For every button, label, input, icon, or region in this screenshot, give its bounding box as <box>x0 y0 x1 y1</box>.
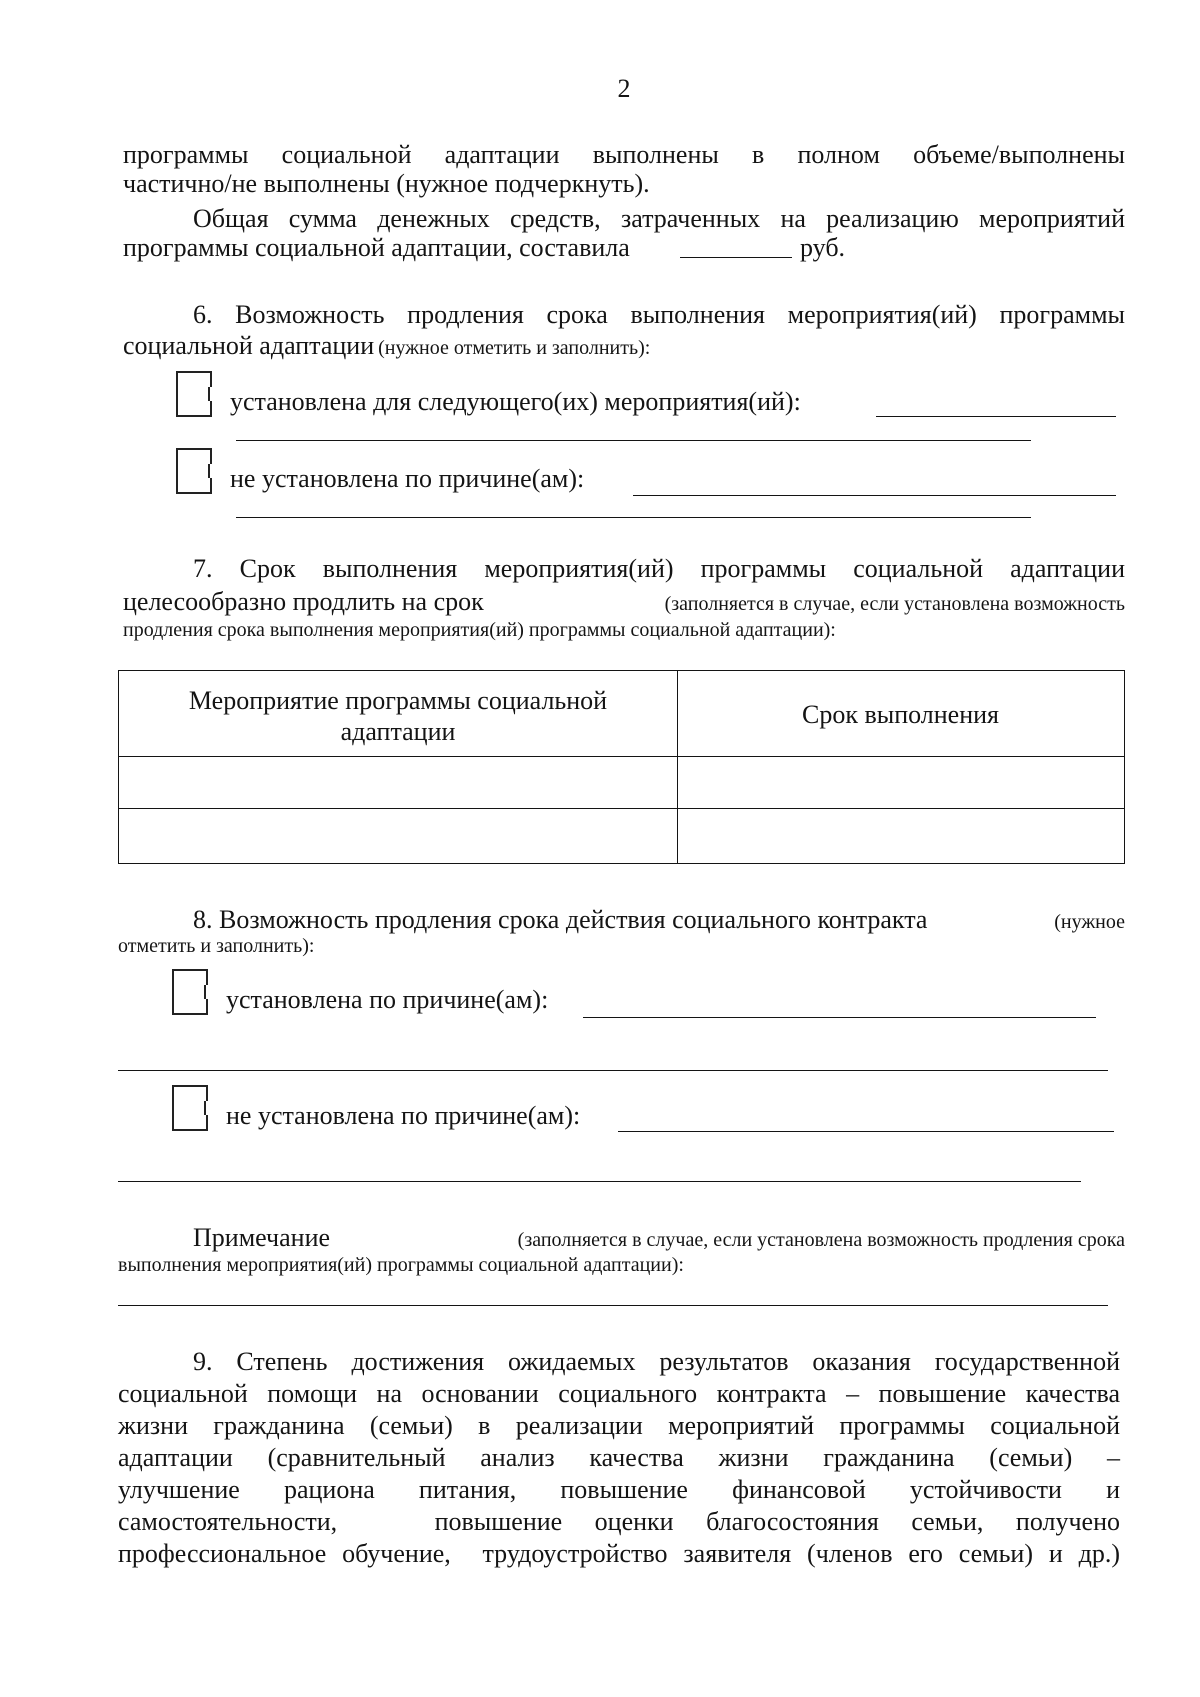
section6-option1-input-line[interactable] <box>876 416 1116 417</box>
section8-line-2-note: отметить и заполнить): <box>118 935 315 957</box>
note-line-1 <box>193 1222 1125 1253</box>
section7-line-2-text: целесообразно продлить на срок <box>123 587 484 616</box>
section9-line-2: социальной помощи на основании социального контракта – повышение качества <box>118 1379 1120 1408</box>
intro-line-1: программы социальной адаптации выполнены в полном объеме/выполнены <box>123 140 1125 169</box>
table-row-2-cell-2[interactable] <box>679 809 1124 863</box>
section9-line-1: 9. Степень достижения ожидаемых результатов оказания государственной <box>193 1347 1120 1376</box>
section9-line-3: жизни гражданина (семьи) в реализации мероприятий программы социальной <box>118 1411 1120 1440</box>
table-header-col1-line1: Мероприятие программы социальной <box>188 686 608 715</box>
section8-line-1-text: 8. Возможность продления срока действия социального контракта <box>193 905 928 934</box>
intro-line-4-suffix: руб. <box>800 233 846 262</box>
section8-option2-checkbox[interactable] <box>172 1085 206 1131</box>
table-header-col1 <box>119 685 677 747</box>
section6-option2-checkbox[interactable] <box>176 448 210 494</box>
section7-line-2 <box>123 586 1125 617</box>
intro-line-3: Общая сумма денежных средств, затраченных на реализацию мероприятий <box>193 204 1125 233</box>
section9-line-7: профессиональное обучение, трудоустройство заявителя (членов его семьи) и др.) <box>118 1539 1120 1568</box>
section8-option1-checkbox[interactable] <box>172 969 206 1015</box>
section9-line-5: улучшение рациона питания, повышение финансовой устойчивости и <box>118 1475 1120 1504</box>
section8-option2-input-line[interactable] <box>618 1131 1114 1132</box>
note-input-line[interactable] <box>118 1305 1108 1306</box>
section6-option2-label: не установлена по причине(ам): <box>230 464 585 493</box>
table-row-2-cell-1[interactable] <box>119 809 677 863</box>
section6-option2-input-line-2[interactable] <box>236 517 1031 518</box>
section8-option2-input-line-2[interactable] <box>118 1181 1081 1182</box>
section8-option2-label: не установлена по причине(ам): <box>226 1101 581 1130</box>
section6-line-1: 6. Возможность продления срока выполнения мероприятия(ий) программы <box>193 300 1125 329</box>
extension-table <box>118 670 1125 864</box>
section6-line-2-text: социальной адаптации <box>123 331 375 360</box>
section6-option2-input-line[interactable] <box>633 495 1116 496</box>
section7-line-3-note: продления срока выполнения мероприятия(ий) программы социальной адаптации): <box>123 619 836 641</box>
section6-line-2 <box>123 330 1125 361</box>
note-line-2-note: выполнения мероприятия(ий) программы социальной адаптации): <box>118 1254 684 1276</box>
section8-option1-label: установлена по причине(ам): <box>226 985 549 1014</box>
note-title: Примечание <box>193 1223 331 1252</box>
section8-line-1-note: (нужное <box>1054 911 1125 933</box>
table-header-col1-line2: адаптации <box>340 717 456 746</box>
sum-input-line[interactable] <box>680 257 792 258</box>
section8-line-1 <box>193 904 1125 935</box>
section6-option1-checkbox[interactable] <box>176 371 210 417</box>
section7-line-1: 7. Срок выполнения мероприятия(ий) программы социальной адаптации <box>193 554 1125 583</box>
table-row-1-cell-1[interactable] <box>119 757 677 808</box>
section8-option1-input-line[interactable] <box>583 1017 1096 1018</box>
table-header-col2: Срок выполнения <box>801 700 999 729</box>
intro-line-2: частично/не выполнены (нужное подчеркнуть). <box>123 169 650 198</box>
table-row-1-cell-2[interactable] <box>679 757 1124 808</box>
section6-option1-input-line-2[interactable] <box>236 440 1031 441</box>
section6-line-2-note: (нужное отметить и заполнить): <box>378 337 651 359</box>
page-number: 2 <box>617 74 631 103</box>
section8-option1-input-line-2[interactable] <box>118 1070 1108 1071</box>
section7-line-2-note: (заполняется в случае, если установлена возможность <box>664 593 1125 615</box>
section6-option1-label: установлена для следующего(их) мероприятия(ий): <box>230 387 801 416</box>
section9-line-4: адаптации (сравнительный анализ качества жизни гражданина (семьи) – <box>118 1443 1120 1472</box>
intro-line-4-prefix: программы социальной адаптации, составила <box>123 233 630 262</box>
section9-line-6: самостоятельности, повышение оценки благосостояния семьи, получено <box>118 1507 1120 1536</box>
note-line-1-note: (заполняется в случае, если установлена возможность продления срока <box>517 1229 1125 1251</box>
